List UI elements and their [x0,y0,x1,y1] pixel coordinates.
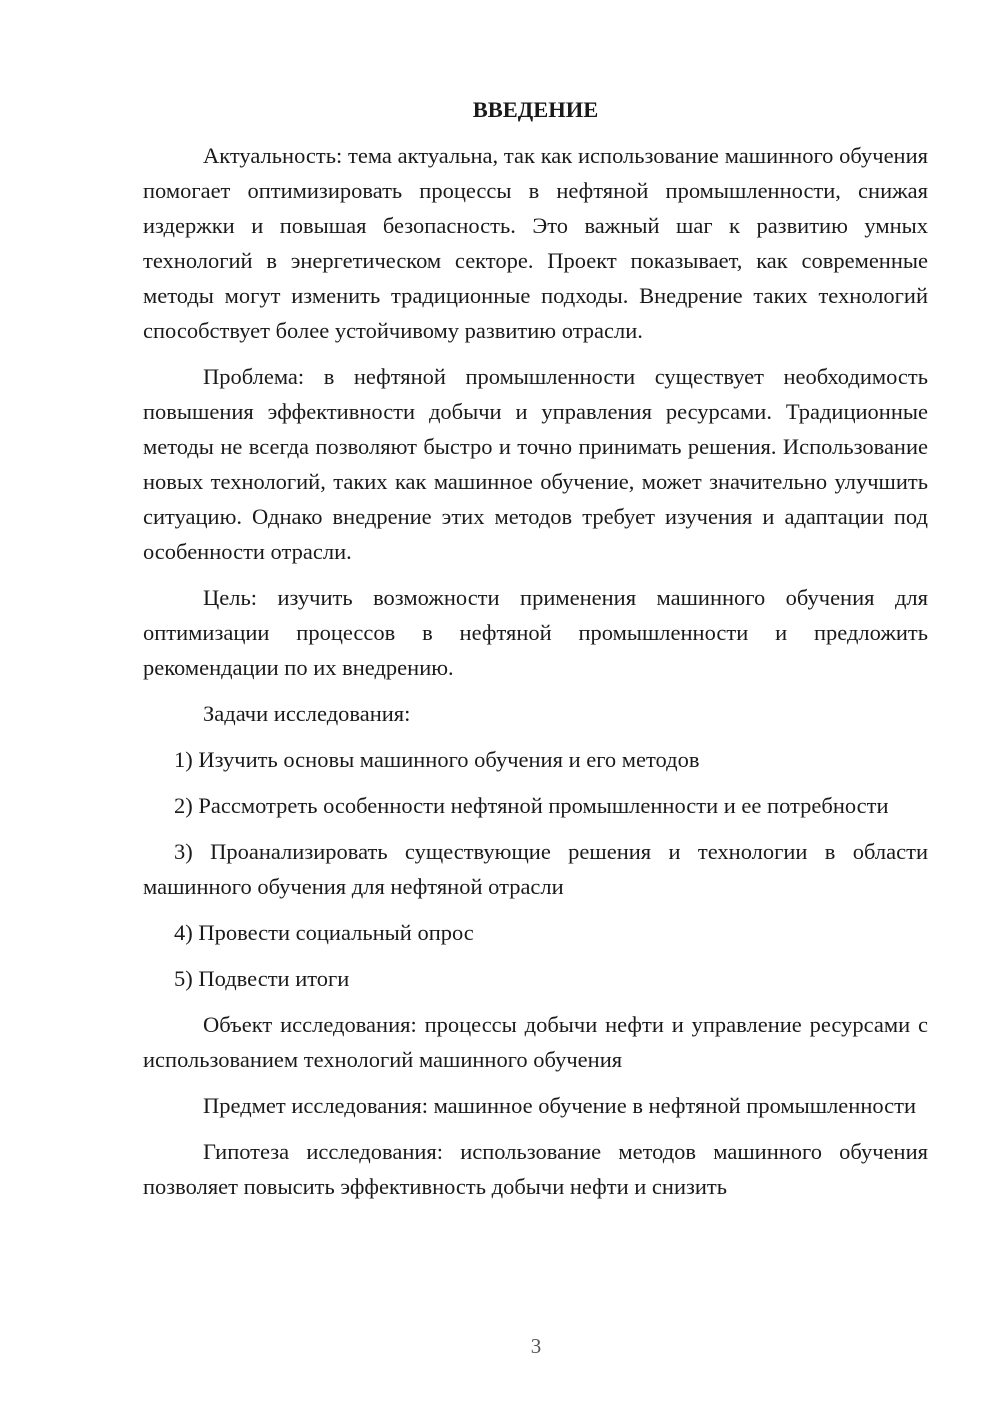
task-item-1: 1) Изучить основы машинного обучения и его методов [174,747,700,772]
task-item-4: 4) Провести социальный опрос [174,920,474,945]
section-heading: ВВЕДЕНИЕ [472,97,599,122]
task-item-2: 2) Рассмотреть особенности нефтяной промышленности и ее потребности [174,793,889,818]
page-number: 3 [530,1334,542,1358]
paragraph-subject: Предмет исследования: машинное обучение в нефтяной промышленности [203,1093,917,1118]
paragraph-object: Объект исследования: процессы добычи нефти и управление ресурсами с использованием технологий машинного обучения [143,1012,928,1072]
task-item-3: 3) Проанализировать существующие решения и технологии в области машинного обучения для нефтяной отрасли [143,839,928,899]
paragraph-relevance: Актуальность: тема актуальна, так как использование машинного обучения помогает оптимизировать процессы в нефтяной промышленности, снижая издержки и повышая безопасность. Это важный шаг к развитию умных технологий в энергетическом секторе. Проект показывает, как современные методы могут изменить традиционные подходы. Внедрение таких технологий способствует более устойчивому развитию отрасли. [143,143,928,343]
tasks-title: Задачи исследования: [203,701,411,726]
paragraph-problem: Проблема: в нефтяной промышленности существует необходимость повышения эффективности добычи и управления ресурсами. Традиционные методы не всегда позволяют быстро и точно принимать решения. Использование новых технологий, таких как машинное обучение, может значительно улучшить ситуацию. Однако внедрение этих методов требует изучения и адаптации под особенности отрасли. [143,364,928,564]
task-item-5: 5) Подвести итоги [174,966,350,991]
paragraph-goal: Цель: изучить возможности применения машинного обучения для оптимизации процессов в нефтяной промышленности и предложить рекомендации по их внедрению. [143,585,928,680]
document-page [143,92,928,1215]
paragraph-hypothesis: Гипотеза исследования: использование методов машинного обучения позволяет повысить эффективность добычи нефти и снизить [143,1139,928,1199]
